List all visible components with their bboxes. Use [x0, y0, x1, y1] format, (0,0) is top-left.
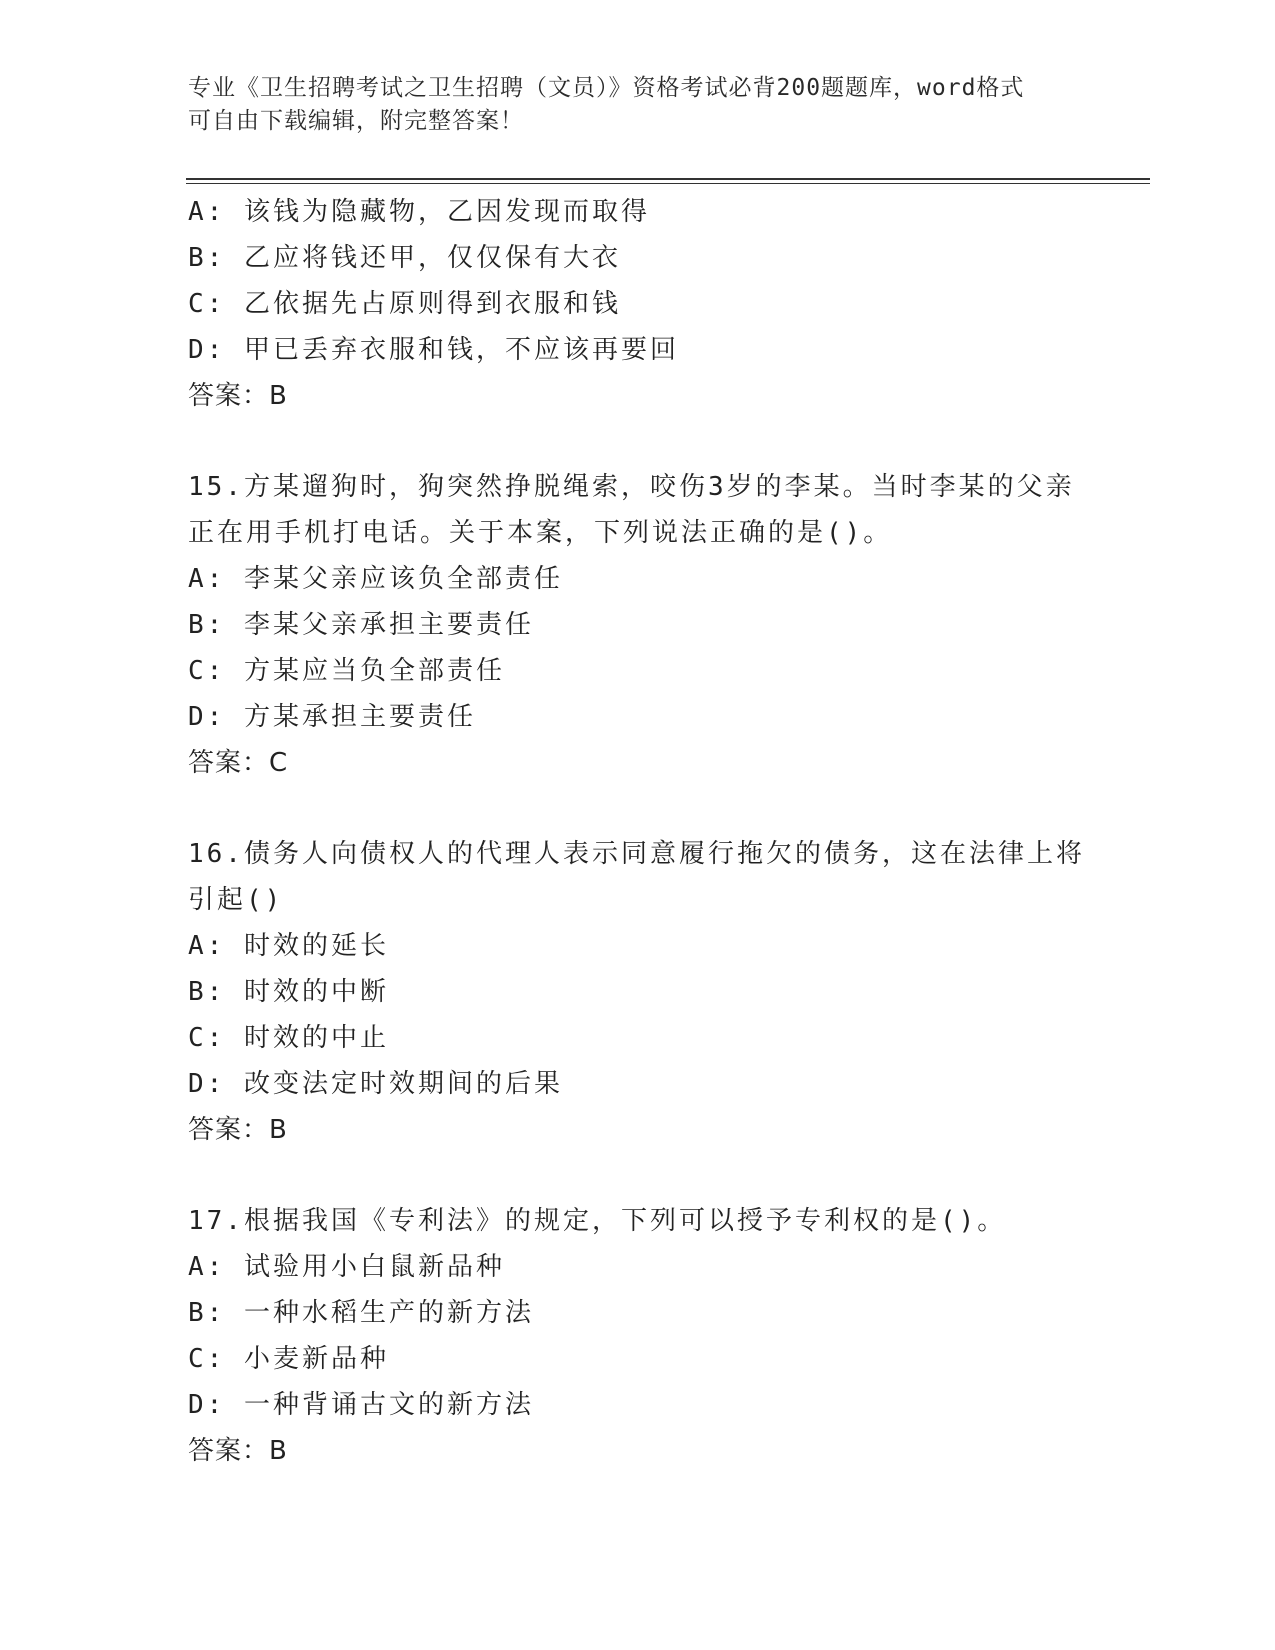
option-d: D: 改变法定时效期间的后果: [188, 1069, 563, 1099]
option-b: B: 李某父亲承担主要责任: [188, 610, 534, 640]
option-c: C: 乙依据先占原则得到衣服和钱: [188, 289, 621, 319]
question-stem-line-1: 17.根据我国《专利法》的规定，下列可以授予专利权的是()。: [188, 1206, 1007, 1236]
option-b: B: 时效的中断: [188, 977, 389, 1007]
option-d: D: 方某承担主要责任: [188, 702, 476, 732]
option-a: A: 该钱为隐藏物，乙因发现而取得: [188, 197, 650, 227]
question-17: [188, 1198, 1088, 1474]
question-15: [188, 464, 1088, 786]
question-stem-line-1: 16.债务人向债权人的代理人表示同意履行拖欠的债务，这在法律上将: [188, 839, 1085, 869]
question-stem-line-2: 正在用手机打电话。关于本案，下列说法正确的是()。: [188, 518, 893, 548]
option-b: B: 一种水稻生产的新方法: [188, 1298, 534, 1328]
question-16: [188, 831, 1088, 1153]
option-d: D: 一种背诵古文的新方法: [188, 1390, 534, 1420]
answer-line: 答案：B: [188, 1436, 288, 1466]
header-divider-thick: [186, 178, 1150, 180]
document-header: [188, 72, 1068, 138]
answer-line: 答案：B: [188, 1115, 288, 1145]
option-c: C: 方某应当负全部责任: [188, 656, 505, 686]
option-c: C: 小麦新品种: [188, 1344, 389, 1374]
header-line-1: 专业《卫生招聘考试之卫生招聘（文员）》资格考试必背200题题库，word格式: [188, 75, 1025, 101]
option-d: D: 甲已丢弃衣服和钱，不应该再要回: [188, 335, 679, 365]
question-14: [188, 189, 1088, 419]
header-divider-thin: [186, 183, 1150, 184]
answer-line: 答案：C: [188, 748, 289, 778]
answer-line: 答案：B: [188, 381, 288, 411]
question-list: [188, 189, 1088, 1474]
option-a: A: 李某父亲应该负全部责任: [188, 564, 563, 594]
question-stem-line-2: 引起(): [188, 885, 284, 915]
option-a: A: 时效的延长: [188, 931, 389, 961]
option-c: C: 时效的中止: [188, 1023, 389, 1053]
question-stem-line-1: 15.方某遛狗时，狗突然挣脱绳索，咬伤3岁的李某。当时李某的父亲: [188, 472, 1075, 502]
header-line-2: 可自由下载编辑，附完整答案！: [188, 108, 524, 134]
option-a: A: 试验用小白鼠新品种: [188, 1252, 505, 1282]
option-b: B: 乙应将钱还甲，仅仅保有大衣: [188, 243, 621, 273]
